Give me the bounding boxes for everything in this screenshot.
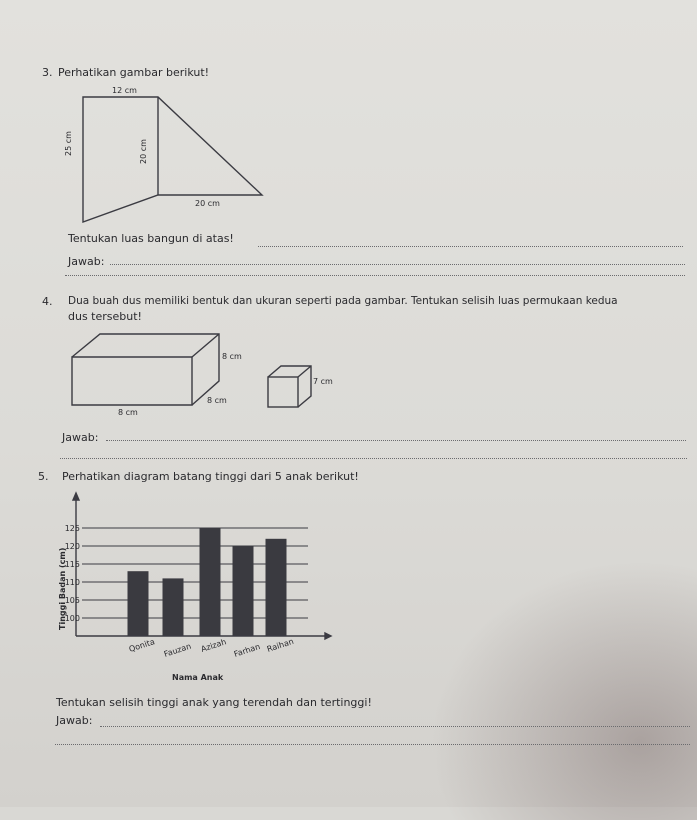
chart-ytick-label: 120 <box>64 542 80 551</box>
chart-bar <box>200 528 221 636</box>
chart-category-label: Qonita <box>127 637 156 654</box>
chart-ytick-label: 105 <box>64 596 80 605</box>
q5-answer-line-2 <box>55 744 690 745</box>
q3-question: Tentukan luas bangun di atas! <box>68 232 234 245</box>
chart-bar <box>128 571 149 636</box>
q3-label-bottom: 20 cm <box>195 199 220 208</box>
q3-label-inner: 20 cm <box>139 139 148 164</box>
q4-prompt-line2: dus tersebut! <box>68 310 142 323</box>
chart-ytick-label: 125 <box>64 524 80 533</box>
chart-ylabel: Tinggi Badan (cm) <box>58 547 67 630</box>
chart-ytick-label: 115 <box>64 560 80 569</box>
q3-label-left: 25 cm <box>64 131 73 156</box>
q5-number: 5. <box>38 470 49 483</box>
q5-answer-line-1 <box>100 726 690 727</box>
chart-bar <box>163 578 184 636</box>
q3-answer-label: Jawab: <box>68 255 105 268</box>
q3-prompt: Perhatikan gambar berikut! <box>58 66 210 79</box>
q4-big-box-width: 8 cm <box>207 396 227 405</box>
chart-category-label: Farhan <box>232 642 262 659</box>
chart-bar <box>233 546 254 636</box>
q4-big-box-length: 8 cm <box>118 408 138 417</box>
q3-label-top: 12 cm <box>112 86 137 95</box>
q5-prompt: Perhatikan diagram batang tinggi dari 5 anak berikut! <box>62 470 359 483</box>
q5-answer-label: Jawab: <box>56 714 93 727</box>
q3-number: 3. <box>42 66 53 79</box>
chart-category-label: Azizah <box>199 637 228 654</box>
chart-xlabel: Nama Anak <box>172 673 224 682</box>
chart-ytick-label: 100 <box>64 614 80 623</box>
q5-question: Tentukan selisih tinggi anak yang terendah dan tertinggi! <box>56 696 372 709</box>
chart-x-axis-arrow <box>325 633 331 639</box>
q4-big-box-height: 8 cm <box>222 352 242 361</box>
chart-category-label: Raihan <box>265 636 295 654</box>
chart-ytick-label: 110 <box>64 578 80 587</box>
q4-prompt-line1: Dua buah dus memiliki bentuk dan ukuran seperti pada gambar. Tentukan selisih luas permukaan kedua <box>68 295 618 307</box>
chart-bar <box>266 539 287 636</box>
q4-number: 4. <box>42 295 53 308</box>
q4-answer-label: Jawab: <box>62 431 99 444</box>
chart-category-label: Fauzan <box>162 641 193 659</box>
chart-y-axis-arrow <box>73 493 79 500</box>
q4-small-cube-side: 7 cm <box>313 377 333 386</box>
